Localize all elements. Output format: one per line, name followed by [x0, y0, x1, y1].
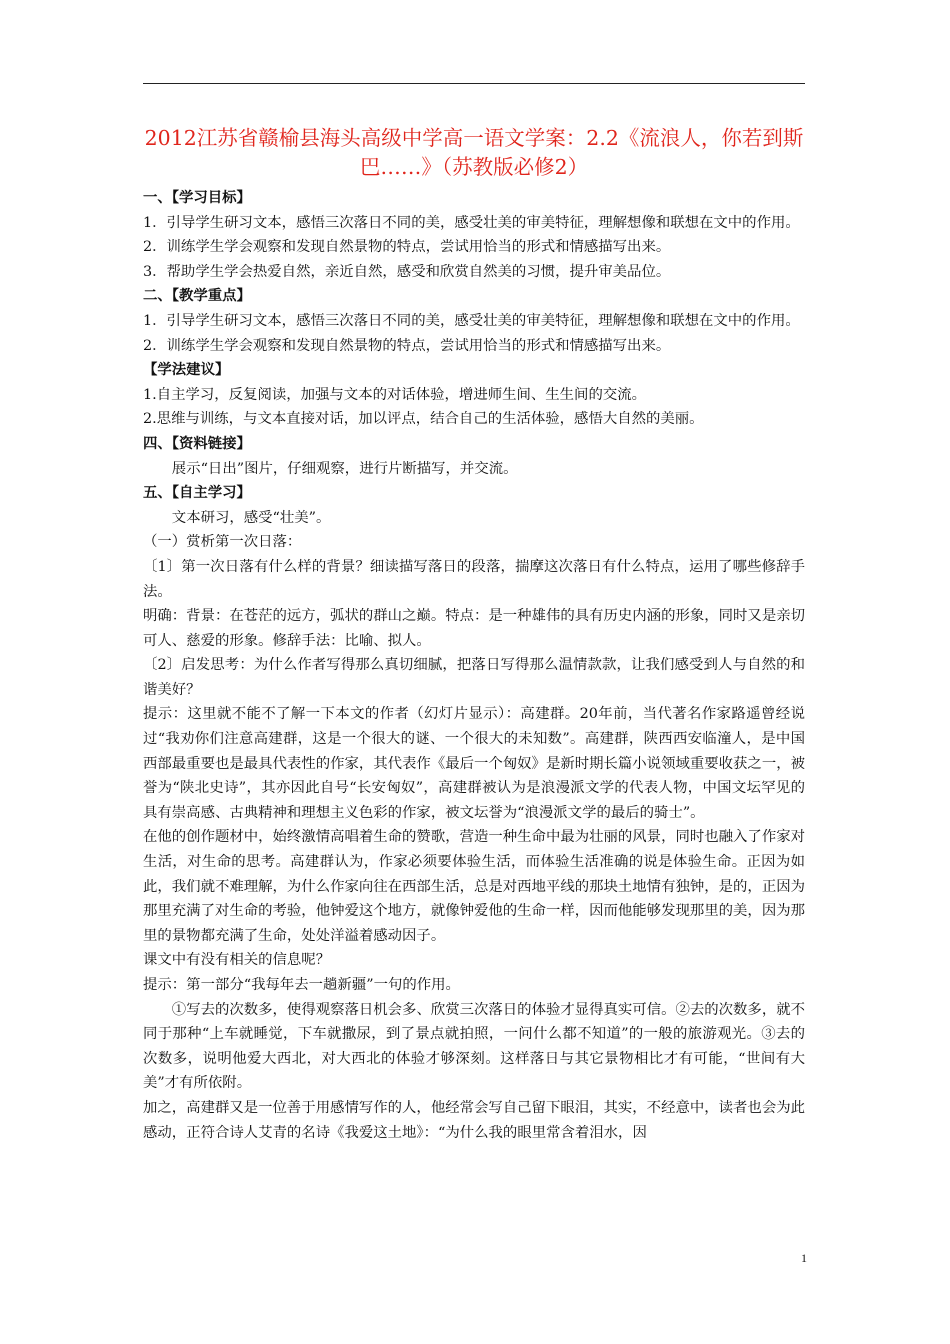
document-body: [143, 124, 805, 1145]
paragraph: 提示：第一部分“我每年去一趟新疆”一句的作用。: [143, 977, 460, 993]
paragraph: （一）赏析第一次日落：: [143, 534, 302, 551]
section-heading: 五、【自主学习】: [143, 484, 251, 502]
paragraph: 展示“日出”图片，仔细观察，进行片断描写，并交流。: [171, 460, 518, 477]
section-heading: 一、【学习目标】: [143, 189, 251, 206]
paragraph: 1.自主学习，反复阅读，加强与文本的对话体验，增进师生间、生生间的交流。: [143, 386, 647, 403]
section-heading: 【学法建议】: [143, 361, 230, 379]
paragraph: 在他的创作题材中，始终激情高唱着生命的赞歌，营造一种生命中最为壮丽的风景，同时也融入了作家对生活，对生命的思考。高建群认为，作家必须要体验生活，而体验生活准确的说是体验生命。正因为如此，我们就不难理解，为什么作家向往在西部生活，总是对西地平线的那块土地情有独钟，是的，正因为那里充满了对生命的考验，他钟爱这个地方，就像钟爱他的生命一样，因而他能够发现那里的美，因为那里的景物都充满了生命，处处洋溢着感动因子。: [143, 829, 805, 944]
section-heading: 二、【教学重点】: [143, 287, 251, 305]
section-heading: 四、【资料链接】: [143, 434, 251, 452]
paragraph: 〔2〕启发思考：为什么作者写得那么真切细腻，把落日写得那么温情款款，让我们感受到人与自然的和谐美好？: [143, 657, 805, 698]
paragraph: 加之，高建群又是一位善于用感情写作的人，他经常会写自己留下眼泪，其实，不经意中，读者也会为此感动，正符合诗人艾青的名诗《我爱这土地》：“为什么我的眼里常含着泪水，因: [143, 1099, 805, 1141]
paragraph: 1．引导学生研习文本，感悟三次落日不同的美，感受壮美的审美特征，理解想像和联想在文中的作用。: [143, 214, 800, 231]
header-rule: [143, 83, 805, 84]
paragraph: 2．训练学生学会观察和发现自然景物的特点，尝试用恰当的形式和情感描写出来。: [143, 239, 671, 256]
paragraph-list: [143, 186, 805, 1145]
paragraph: 提示：这里就不能不了解一下本文的作者（幻灯片显示）：高建群。20年前，当代著名作家路遥曾经说过“我劝你们注意高建群，这是一个很大的谜、一个很大的未知数”。高建群，陕西西安临潼人，是中国西部最重要也是最具代表性的作家，其代表作《最后一个匈奴》是新时期长篇小说领域重要收获之一，被誉为“陕北史诗”，其亦因此自号“长安匈奴”，高建群被认为是浪漫派文学的代表人物，中国文坛罕见的具有崇高感、古典精神和理想主义色彩的作家，被文坛誉为“浪漫派文学的最后的骑士”。: [143, 706, 805, 821]
paragraph: 2．训练学生学会观察和发现自然景物的特点，尝试用恰当的形式和情感描写出来。: [143, 337, 671, 354]
document-title: 2012江苏省赣榆县海头高级中学高一语文学案：2.2《流浪人，你若到斯巴……》（苏教版必修2）: [144, 126, 804, 179]
paragraph: 2.思维与训练，与文本直接对话，加以评点，结合自己的生活体验，感悟大自然的美丽。: [143, 411, 704, 428]
paragraph: 课文中有没有相关的信息呢？: [143, 952, 331, 969]
paragraph: 明确：背景：在苍茫的远方，弧状的群山之巅。特点：是一种雄伟的具有历史内涵的形象，同时又是亲切可人、慈爱的形象。修辞手法：比喻、拟人。: [143, 608, 805, 649]
paragraph: 〔1〕第一次日落有什么样的背景？细读描写落日的段落，揣摩这次落日有什么特点，运用了哪些修辞手法。: [143, 558, 805, 600]
paragraph: 1．引导学生研习文本，感悟三次落日不同的美，感受壮美的审美特征，理解想像和联想在文中的作用。: [143, 312, 800, 329]
paragraph: 3．帮助学生学会热爱自然，亲近自然，感受和欣赏自然美的习惯，提升审美品位。: [143, 263, 671, 280]
paragraph: 文本研习，感受“壮美”。: [171, 509, 331, 526]
page-number: 1: [801, 1251, 807, 1265]
paragraph: ①写去的次数多，使得观察落日机会多、欣赏三次落日的体验才显得真实可信。②去的次数多，就不同于那种“上车就睡觉，下车就撒尿，到了景点就拍照，一问什么都不知道”的一般的旅游观光。③去的次数多，说明他爱大西北，对大西北的体验才够深刻。这样落日与其它景物相比才有可能，“世间有大美”才有所依附。: [143, 1001, 805, 1092]
